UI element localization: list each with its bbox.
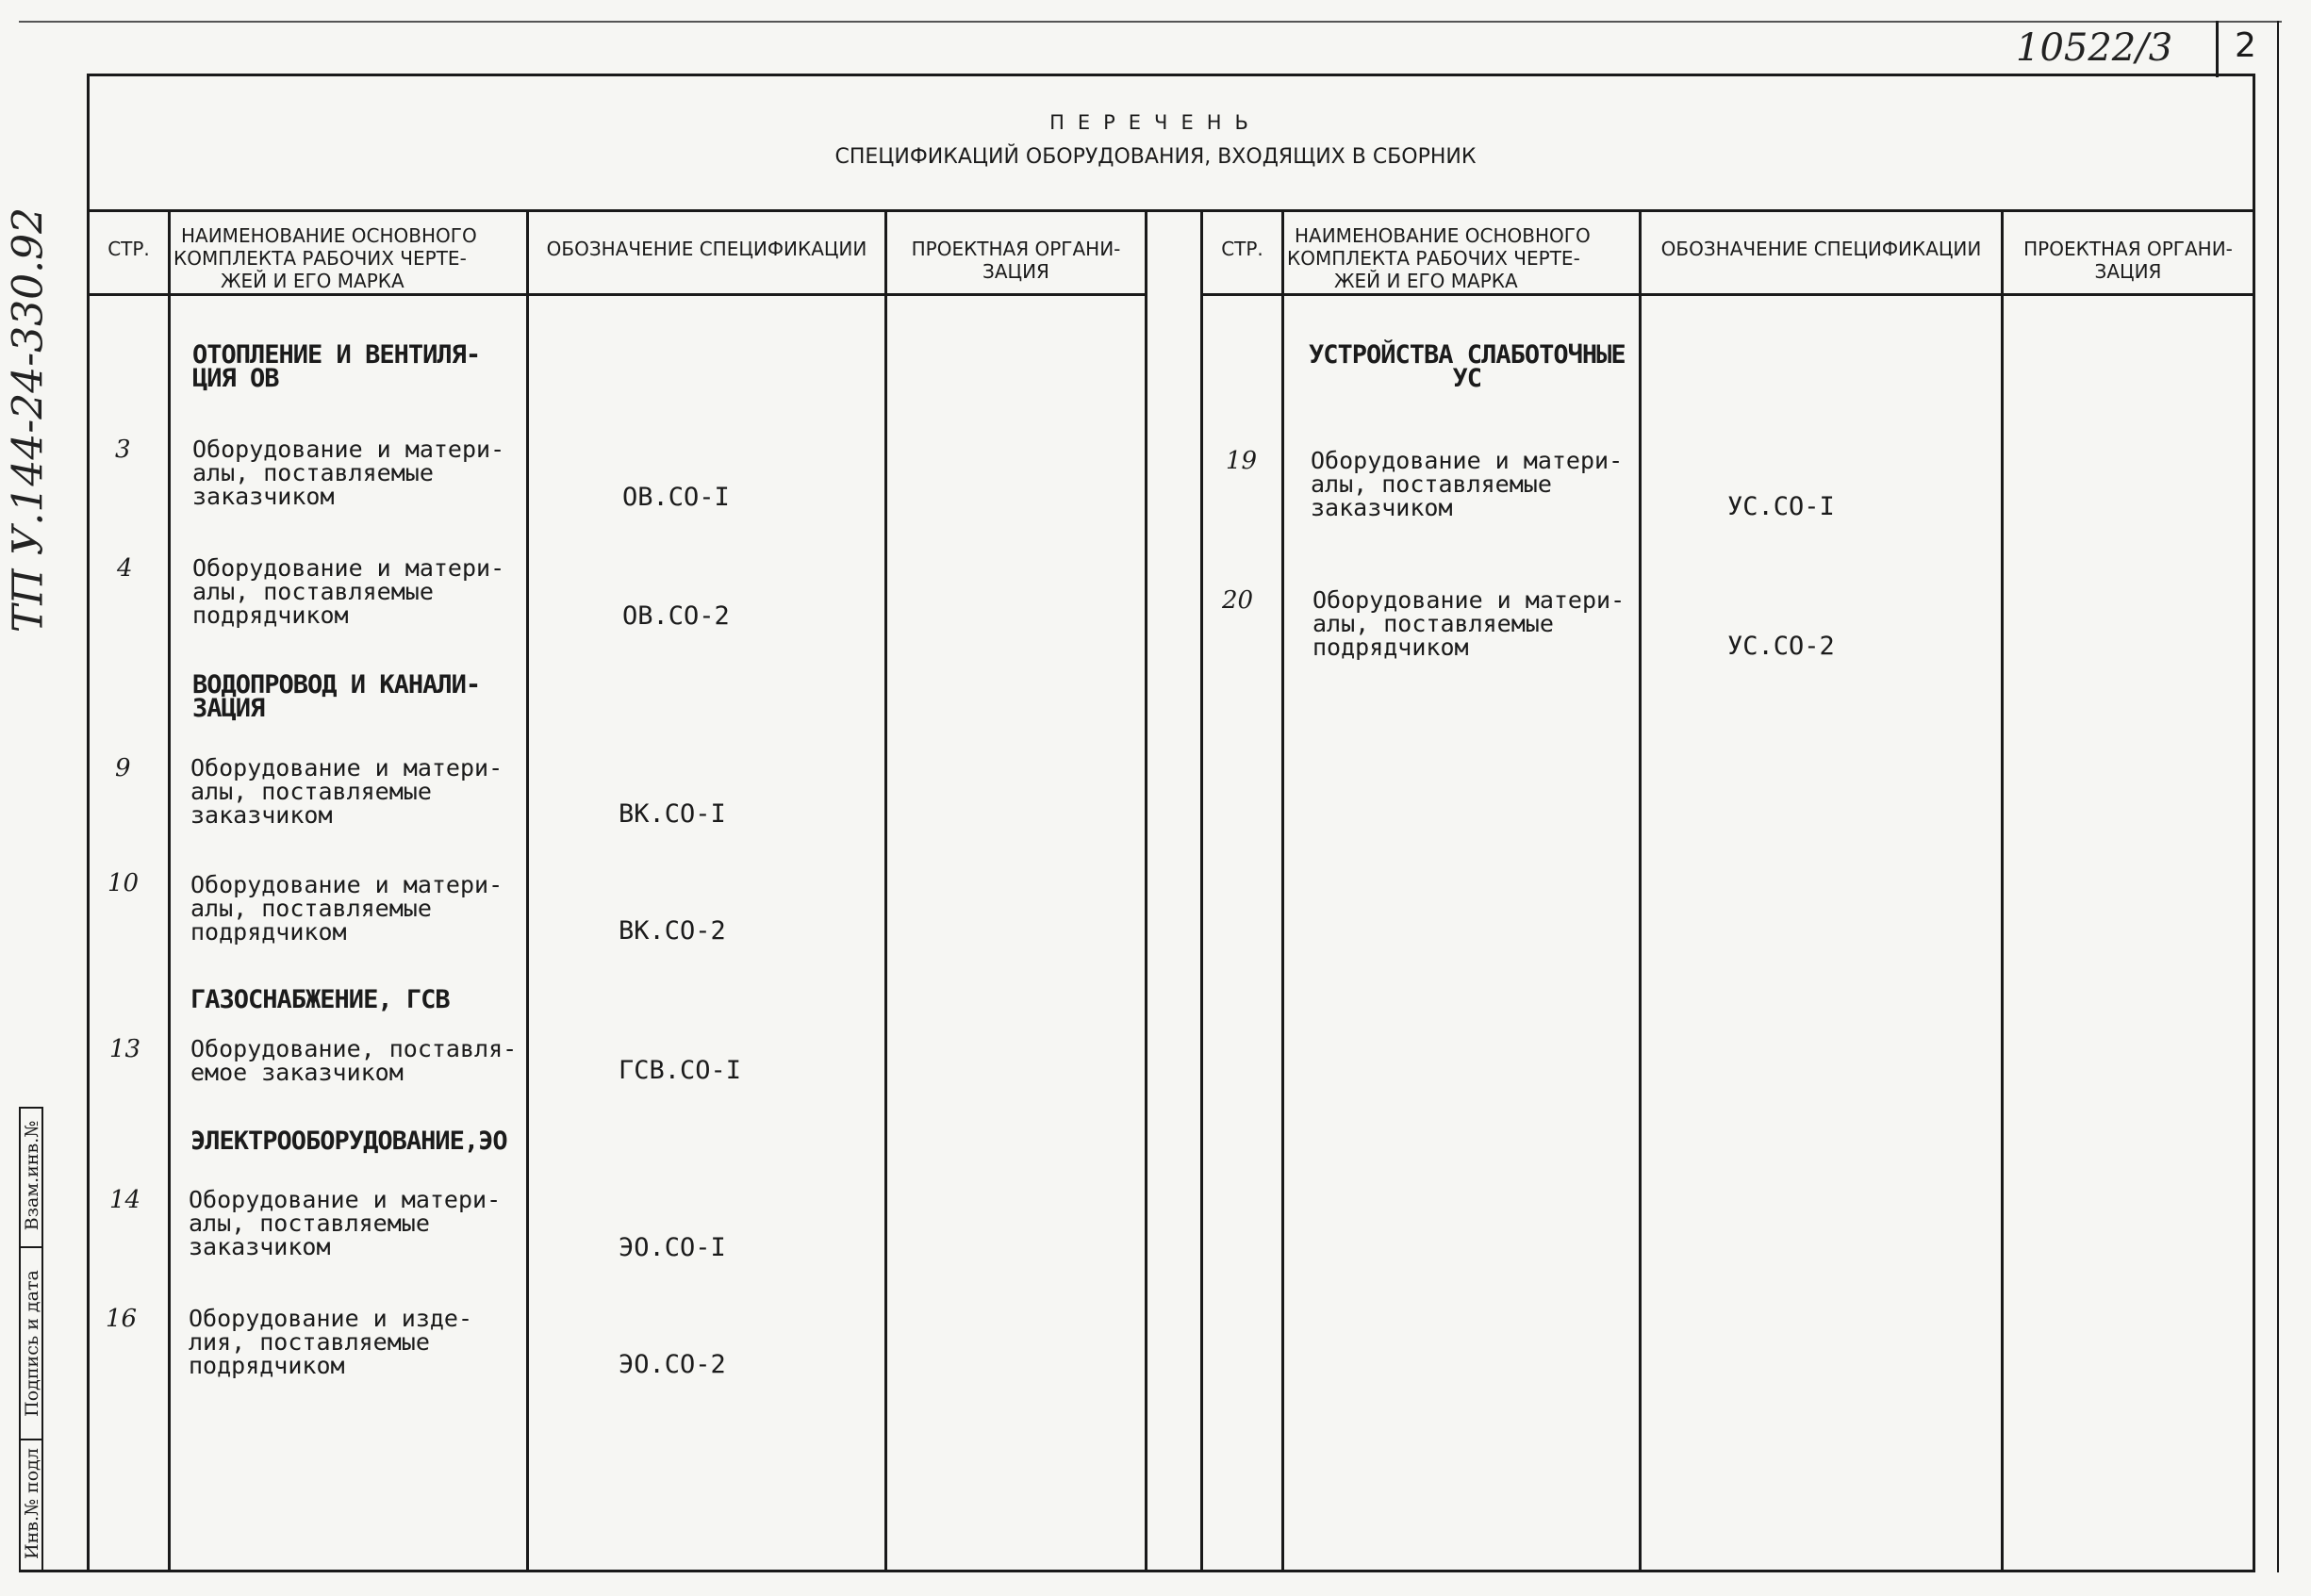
frame-bottom bbox=[21, 1570, 2255, 1572]
header-org-line2: ЗАЦИЯ bbox=[982, 260, 1049, 283]
spec-code: ВК.СО-I bbox=[619, 799, 726, 829]
section-title: УСТРОЙСТВА СЛАБОТОЧНЫЕ УС bbox=[1309, 340, 1626, 393]
page-number: 9 bbox=[115, 754, 131, 782]
header-name-line3: ЖЕЙ И ЕГО МАРКА bbox=[1334, 270, 1518, 292]
header-org-line1: ПРОЕКТНАЯ ОРГАНИ- bbox=[911, 238, 1121, 260]
top-border-line bbox=[19, 21, 2282, 23]
spec-code: ВК.СО-2 bbox=[619, 916, 726, 946]
page-subtitle: СПЕЦИФИКАЦИЙ ОБОРУДОВАНИЯ, ВХОДЯЩИХ В СБОРНИК bbox=[834, 145, 1477, 169]
right-header-bottom bbox=[1200, 293, 2255, 296]
right-header-designation: ОБОЗНАЧЕНИЕ СПЕЦИФИКАЦИИ bbox=[1660, 238, 1982, 260]
right-header-name bbox=[1287, 224, 1639, 292]
left-header-name bbox=[173, 224, 526, 292]
right-header-page: СТР. bbox=[1221, 238, 1263, 260]
page-number: 20 bbox=[1222, 586, 1254, 615]
page-number: 14 bbox=[109, 1186, 141, 1214]
header-top-line bbox=[87, 209, 2255, 212]
doc-code: 10522/3 bbox=[2016, 26, 2173, 70]
left-header-designation: ОБОЗНАЧЕНИЕ СПЕЦИФИКАЦИИ bbox=[546, 238, 867, 260]
left-col-line-4 bbox=[1145, 209, 1147, 1572]
sheet-number: 2 bbox=[2235, 26, 2256, 65]
spec-code: ЭО.СО-I bbox=[619, 1233, 726, 1262]
header-name-line2: КОМПЛЕКТА РАБОЧИХ ЧЕРТЕ- bbox=[173, 247, 467, 270]
spec-name: Оборудование и матери- алы, поставляемые заказчиком bbox=[189, 1186, 502, 1260]
page-number: 19 bbox=[1226, 447, 1258, 475]
frame-left bbox=[87, 74, 90, 1572]
spec-name: Оборудование и матери- алы, поставляемые заказчиком bbox=[1311, 447, 1624, 521]
left-header-org bbox=[887, 238, 1145, 283]
page-number: 13 bbox=[109, 1035, 141, 1063]
spec-code: ОВ.СО-2 bbox=[622, 601, 730, 631]
spec-name: Оборудование и матери- алы, поставляемые подрядчиком bbox=[190, 871, 503, 946]
header-name-line3: ЖЕЙ И ЕГО МАРКА bbox=[221, 270, 404, 292]
right-header-org bbox=[2004, 238, 2253, 283]
left-col-line-1 bbox=[168, 209, 171, 1572]
right-col-line-1 bbox=[1281, 209, 1284, 1572]
spec-name: Оборудование и матери- алы, поставляемые заказчиком bbox=[190, 754, 503, 829]
stamp-label-signature: Подпись и дата bbox=[22, 1270, 42, 1417]
spec-name: Оборудование, поставля- емое заказчиком bbox=[190, 1035, 518, 1086]
spec-code: ОВ.СО-I bbox=[622, 483, 730, 512]
frame-right bbox=[2253, 74, 2255, 1572]
header-name-line1: НАИМЕНОВАНИЕ ОСНОВНОГО bbox=[181, 224, 477, 247]
left-col-line-3 bbox=[884, 209, 887, 1572]
spec-name: Оборудование и изде- лия, поставляемые подрядчиком bbox=[189, 1305, 473, 1379]
spec-code: ГСВ.СО-I bbox=[619, 1056, 742, 1085]
header-org-line2: ЗАЦИЯ bbox=[2094, 260, 2162, 283]
left-header-bottom bbox=[87, 293, 1147, 296]
page-number: 10 bbox=[107, 869, 140, 897]
page-number: 4 bbox=[117, 554, 133, 583]
section-title: ВОДОПРОВОД И КАНАЛИ- ЗАЦИЯ bbox=[192, 670, 481, 723]
section-title: ЭЛЕКТРООБОРУДОВАНИЕ,ЭО bbox=[190, 1127, 507, 1156]
section-title: ОТОПЛЕНИЕ И ВЕНТИЛЯ- ЦИЯ ОВ bbox=[192, 340, 481, 393]
page-title: ПЕРЕЧЕНЬ bbox=[1049, 111, 1262, 134]
page-number: 16 bbox=[106, 1305, 138, 1333]
spec-name: Оборудование и матери- алы, поставляемые заказчиком bbox=[192, 436, 505, 510]
header-name-line1: НАИМЕНОВАНИЕ ОСНОВНОГО bbox=[1295, 224, 1591, 247]
right-col-line-0 bbox=[1200, 209, 1203, 1572]
stamp-div-1 bbox=[19, 1246, 43, 1248]
section-title: ГАЗОСНАБЖЕНИЕ, ГСВ bbox=[190, 985, 450, 1014]
spec-code: УС.СО-2 bbox=[1727, 632, 1835, 661]
stamp-left-line bbox=[19, 1107, 21, 1572]
sheet-no-box-left bbox=[2216, 21, 2219, 77]
right-col-line-3 bbox=[2001, 209, 2004, 1572]
side-code: ТП У.144-24-330.92 bbox=[4, 206, 53, 633]
stamp-top-line bbox=[19, 1107, 43, 1109]
header-org-line1: ПРОЕКТНАЯ ОРГАНИ- bbox=[2023, 238, 2233, 260]
right-col-line-2 bbox=[1639, 209, 1642, 1572]
left-col-line-2 bbox=[526, 209, 529, 1572]
stamp-label-replacement: Взам.инв.№ bbox=[22, 1120, 42, 1231]
stamp-label-inventory: Инв.№ подл bbox=[22, 1448, 42, 1559]
spec-code: УС.СО-I bbox=[1727, 492, 1835, 521]
spec-name: Оборудование и матери- алы, поставляемые подрядчиком bbox=[1312, 586, 1626, 661]
spec-code: ЭО.СО-2 bbox=[619, 1350, 726, 1379]
sheet-right-edge bbox=[2277, 21, 2279, 1572]
spec-name: Оборудование и матери- алы, поставляемые подрядчиком bbox=[192, 554, 505, 629]
header-name-line2: КОМПЛЕКТА РАБОЧИХ ЧЕРТЕ- bbox=[1287, 247, 1580, 270]
frame-top bbox=[87, 74, 2255, 76]
left-header-page: СТР. bbox=[107, 238, 150, 260]
page-number: 3 bbox=[115, 436, 131, 464]
